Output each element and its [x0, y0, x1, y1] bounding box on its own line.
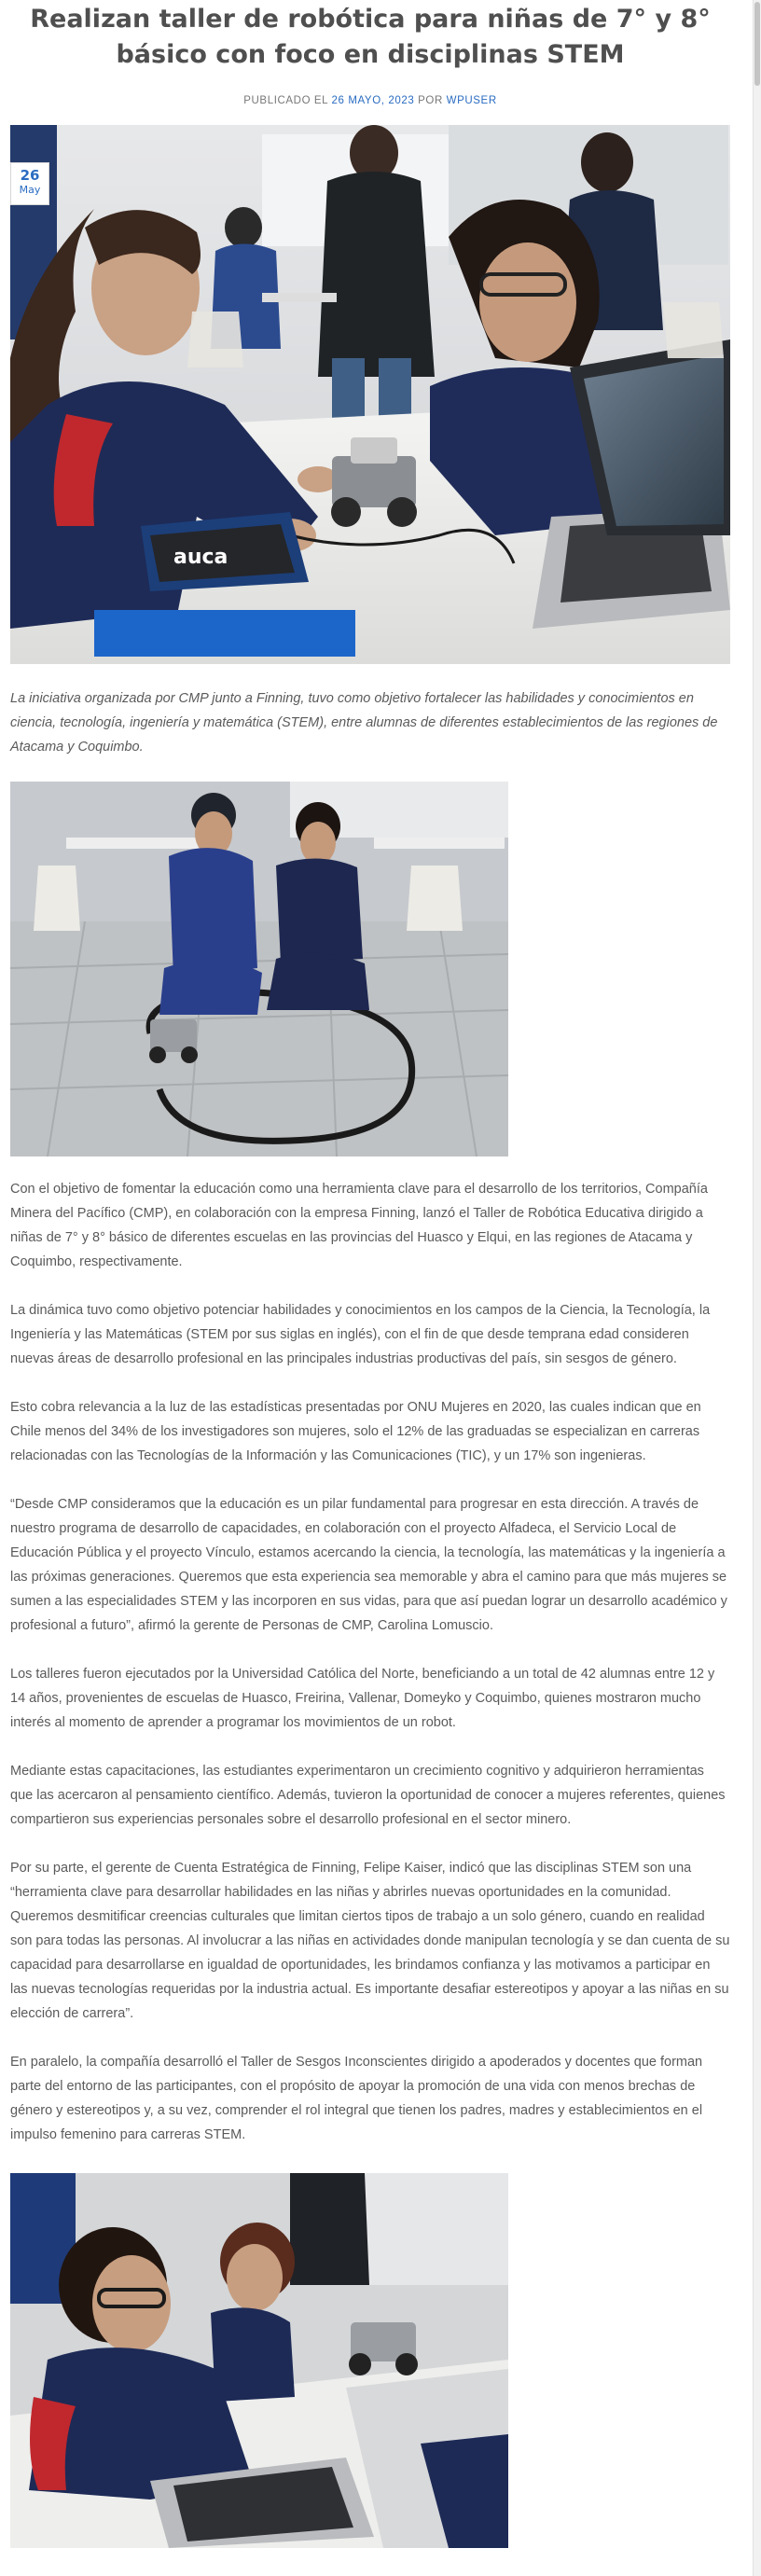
article-caption: La iniciativa organizada por CMP junto a Finning, tuvo como objetivo fortalecer las habilidades y conocimientos en ciencia, tecnología, ingeniería y matemática (STEM), entre alumnas de diferentes establecimientos de las regiones de Atacama y Coquimbo.: [10, 691, 718, 755]
date-badge-day: 26: [20, 167, 40, 184]
article-meta: [10, 95, 730, 106]
date-badge: [10, 162, 49, 205]
paragraph-8: En paralelo, la compañía desarrolló el Taller de Sesgos Inconscientes dirigido a apoderados y docentes que forman parte del entorno de las participantes, con el propósito de apoyar la promoción de una vida con menos brechas de género y estereotipos y, a su vez, comprender el rol integral que tienen los padres, madres y establecimientos en el impulso femenino para carreras STEM.: [10, 2055, 703, 2142]
article-photo-three: [10, 2173, 508, 2548]
author-link[interactable]: WPUSER: [446, 95, 497, 106]
paragraph-2: La dinámica tuvo como objetivo potenciar habilidades y conocimientos en los campos de la Ciencia, la Tecnología, la Ingeniería y las Matemáticas (STEM por sus siglas en inglés), con el fin de que desde temprana edad consideren nuevas áreas de desarrollo profesional en las principales industrias productivas del país, sin sesgos de género.: [10, 1303, 711, 1366]
article-title: Realizan taller de robótica para niñas de 7° y 8° básico con foco en disciplinas STEM: [30, 5, 711, 69]
paragraph-5: Los talleres fueron ejecutados por la Universidad Católica del Norte, beneficiando a un total de 42 alumnas entre 12 y 14 años, provenientes de escuelas de Huasco, Freirina, Vallenar, Domeyko y Coquimbo, quienes mostraron mucho interés al momento de aprender a programar los movimientos de un robot.: [10, 1667, 715, 1730]
paragraph-1: Con el objetivo de fomentar la educación como una herramienta clave para el desarrollo de los territorios, Compañía Minera del Pacífico (CMP), en colaboración con la empresa Finning, lanzó el Taller de Robótica Educativa dirigido a niñas de 7° y 8° básico de diferentes escuelas en las provincias del Huasco y Elqui, en las regiones de Atacama y Coquimbo, respectivamente.: [10, 1182, 708, 1269]
date-badge-month: May: [19, 184, 41, 196]
published-date-link[interactable]: 26 MAYO, 2023: [331, 95, 415, 106]
paragraph-3: Esto cobra relevancia a la luz de las estadísticas presentadas por ONU Mujeres en 2020, las cuales indican que en Chile menos del 34% de los investigadores son mujeres, solo el 12% de las graduadas se especializan en carreras relacionadas con las Tecnologías de la Información y las Comunicaciones (TIC), y un 17% son ingenieras.: [10, 1400, 701, 1463]
notebook-label: auca: [173, 546, 228, 569]
paragraph-4: “Desde CMP consideramos que la educación es un pilar fundamental para progresar en esta dirección. A través de nuestro programa de desarrollo de capacidades, en colaboración con el proyecto Alfadeca, el Servicio Local de Educación Pública y el proyecto Vínculo, estamos acercando la ciencia, la tecnología, las matemáticas y la ingeniería a las próximas generaciones. Queremos que esta experiencia sea memorable y abra el camino para que más mujeres se sumen a las especialidades STEM y las incorporen en sus vidas, para que así puedan lograr un desarrollo académico y profesional a futuro”, afirmó la gerente de Personas de CMP, Carolina Lomuscio.: [10, 1497, 727, 1633]
scrollbar-thumb[interactable]: [754, 2, 760, 86]
published-label: PUBLICADO EL: [243, 95, 328, 106]
hero-photo-illustration: [10, 125, 730, 664]
page-scrollbar[interactable]: [753, 0, 761, 2576]
photo-three-illustration: [10, 2173, 508, 2548]
paragraph-7: Por su parte, el gerente de Cuenta Estratégica de Finning, Felipe Kaiser, indicó que las disciplinas STEM son una “herramienta clave para desarrollar habilidades en las niñas y abrirles nuevas oportunidades en la comunidad. Queremos desmitificar creencias culturales que limitan ciertos tipos de trabajo a un solo género, cuando en realidad son para todas las personas. Al involucrar a las niñas en actividades donde manipulan tecnología y se dan cuenta de su capacidad para desarrollarse en igualdad de oportunidades, les brindamos confianza y las motivamos a participar en las nuevas tecnologías requeridas por la industria actual. Es importante desafiar estereotipos y apoyar a las niñas en su elección de carrera”.: [10, 1861, 730, 2021]
article: [10, 0, 730, 2548]
paragraph-6: Mediante estas capacitaciones, las estudiantes experimentaron un crecimiento cognitivo y adquirieron herramientas que las acercaron al pensamiento científico. Además, tuvieron la oportunidad de conocer a mujeres referentes, quienes compartieron sus experiencias personales sobre el desarrollo profesional en el sector minero.: [10, 1764, 726, 1827]
article-photo-two: [10, 782, 508, 1156]
article-body: [10, 1177, 730, 2147]
by-label: POR: [418, 95, 443, 106]
photo-two-illustration: [10, 782, 508, 1156]
hero-photo: [10, 125, 730, 664]
